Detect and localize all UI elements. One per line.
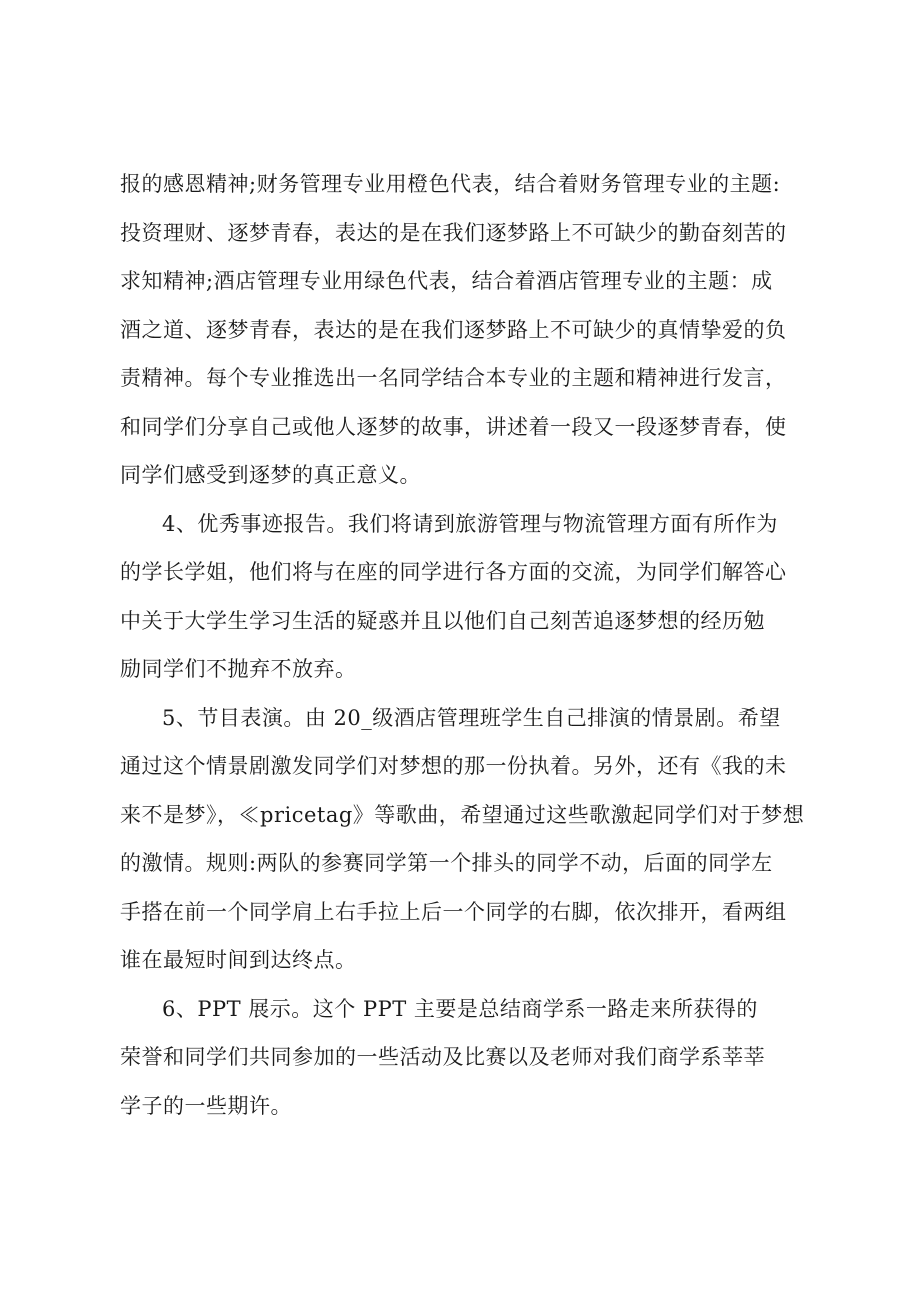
text-line: 责精神。每个专业推选出一名同学结合本专业的主题和精神进行发言， [120,366,787,390]
text-line: 中关于大学生学习生活的疑惑并且以他们自己刻苦追逐梦想的经历勉 [120,608,765,633]
text-line: 的学长学姐，他们将与在座的同学进行各方面的交流，为同学们解答心 [120,560,787,584]
text-line: 和同学们分享自己或他人逐梦的故事，讲述着一段又一段逐梦青春，使 [120,414,787,439]
paragraph-4-first-line: 4、优秀事迹报告。我们将请到旅游管理与物流管理方面有所作为 [162,511,778,536]
text-line: 报的感恩精神;财务管理专业用橙色代表，结合着财务管理专业的主题: [120,172,781,196]
text-line: 酒之道、逐梦青春，表达的是在我们逐梦路上不可缺少的真情挚爱的负 [120,317,787,342]
text-line: 手搭在前一个同学肩上右手拉上后一个同学的右脚，依次排开，看两组 [120,899,787,924]
text-line: 励同学们不抛弃不放弃。 [120,657,357,681]
paragraph-5-first-line: 5、节目表演。由 20_级酒店管理班学生自己排演的情景剧。希望 [162,705,781,730]
text-line: 谁在最短时间到达终点。 [120,948,357,972]
text-line: 同学们感受到逐梦的真正意义。 [120,463,421,487]
text-line: 通过这个情景剧激发同学们对梦想的那一份执着。另外，还有《我的未 [120,754,787,778]
document-body [120,160,830,1130]
text-line: 的激情。规则:两队的参赛同学第一个排头的同学不动，后面的同学左 [120,851,773,875]
paragraph-6-first-line: 6、PPT 展示。这个 PPT 主要是总结商学系一路走来所获得的 [162,996,758,1021]
text-line: 投资理财、逐梦青春，表达的是在我们逐梦路上不可缺少的勤奋刻苦的 [120,220,787,245]
text-line: 学子的一些期许。 [120,1093,292,1118]
text-line: 求知精神;酒店管理专业用绿色代表，结合着酒店管理专业的主题：成 [120,269,773,293]
text-line: 荣誉和同学们共同参加的一些活动及比赛以及老师对我们商学系莘莘 [120,1045,765,1069]
text-line: 来不是梦》，≪pricetag》等歌曲，希望通过这些歌激起同学们对于梦想 [120,802,805,827]
